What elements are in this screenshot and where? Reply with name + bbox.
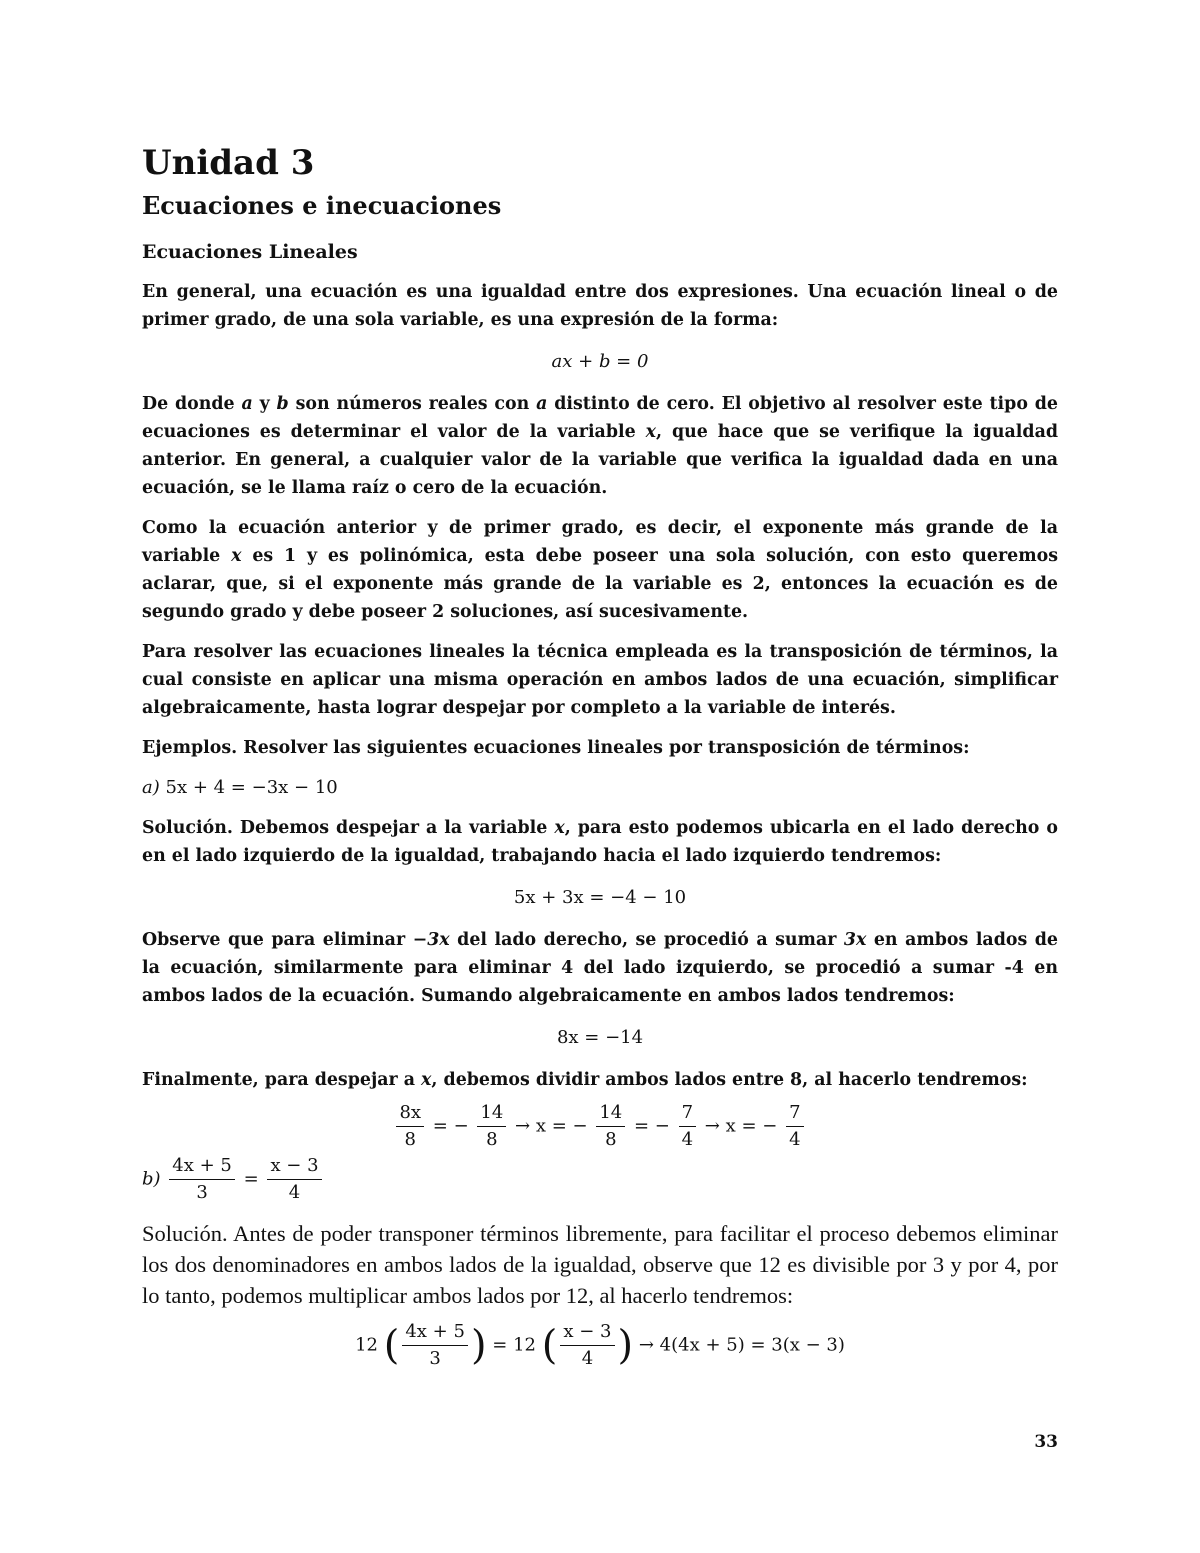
fraction: $\frac{7}{4}$ <box>786 1102 803 1151</box>
fraction: $\frac{7}{4}$ <box>679 1102 696 1151</box>
example-b-multiplied: 12 ( $\frac{4x + 5}{3}$ ) = 12 ( $\frac{x - 3}{4}$ ) → 4(4x + 5) = 3(x − 3) <box>355 1321 845 1369</box>
example-a-final: Finalmente, para despejar a x, debemos dividir ambos lados entre 8, al hacerlo tendremos: <box>142 1070 1028 1090</box>
example-a-observation: Observe que para eliminar −3x del lado derecho, se procedió a sumar 3x en ambos lados de la ecuación, similarmente para eliminar 4 del lado izquierdo, se procedió a sumar -4 en ambos lados de la ecuación. Sumando algebraicamente en ambos lados tendremos: <box>142 930 1058 1006</box>
example-b-equation: b) $\frac{4x + 5}{3}$ = $\frac{x - 3}{4}$ <box>142 1155 1058 1204</box>
intro-paragraph: En general, una ecuación es una igualdad entre dos expresiones. Una ecuación lineal o de primer grado, de una sola variable, es una expresión de la forma: <box>142 282 1058 330</box>
unit-heading: Unidad 3 <box>142 143 315 183</box>
example-a-step2: 8x = −14 <box>556 1027 644 1048</box>
chapter-title: Ecuaciones e inecuaciones <box>142 191 502 220</box>
definition-paragraph: De donde a y b son números reales con a distinto de cero. El objetivo al resolver este tipo de ecuaciones es determinar el valor de la variable x, que hace que se verifique la igualdad anterior. En general, a cualquier valor de la variable que verifica la igualdad dada en una ecuación, se le llama raíz o cero de la ecuación. <box>142 394 1058 498</box>
section-title: Ecuaciones Lineales <box>142 241 358 263</box>
fraction: $\frac{4x + 5}{3}$ <box>402 1321 468 1370</box>
fraction: $\frac{4x + 5}{3}$ <box>169 1155 235 1204</box>
example-a-fraction-chain: $\frac{8x}{8}$ = − $\frac{14}{8}$ → x = − $\frac{14}{8}$ = − $\frac{7}{4}$ → x = − $\frac{7}{4}$ <box>142 1102 1058 1151</box>
fraction: $\frac{x - 3}{4}$ <box>560 1321 614 1370</box>
example-b-solution: Solución. Antes de poder transponer términos libremente, para facilitar el proceso debemos eliminar los dos denominadores en ambos lados de la igualdad, observe que 12 es divisible por 3 y por 4, por lo tanto, podemos multiplicar ambos lados por 12, al hacerlo tendremos: <box>142 1221 1058 1308</box>
example-a-equation: a) 5x + 4 = −3x − 10 <box>142 777 338 798</box>
example-a-step1: 5x + 3x = −4 − 10 <box>513 887 687 908</box>
fraction: $\frac{8x}{8}$ <box>396 1102 424 1151</box>
fraction: $\frac{14}{8}$ <box>477 1102 506 1151</box>
document-page <box>142 140 1058 1370</box>
general-equation: ax + b = 0 <box>551 351 649 372</box>
examples-intro: Ejemplos. Resolver las siguientes ecuaciones lineales por transposición de términos: <box>142 738 970 758</box>
fraction: $\frac{x - 3}{4}$ <box>267 1155 321 1204</box>
page-number: 33 <box>1034 1432 1058 1452</box>
example-a-solution: Solución. Debemos despejar a la variable x, para esto podemos ubicarla en el lado derecho o en el lado izquierdo de la igualdad, trabajando hacia el lado izquierdo tendremos: <box>142 818 1058 866</box>
technique-paragraph: Para resolver las ecuaciones lineales la técnica empleada es la transposición de términos, la cual consiste en aplicar una misma operación en ambos lados de una ecuación, simplificar algebraicamente, hasta lograr despejar por completo a la variable de interés. <box>142 642 1058 718</box>
fraction: $\frac{14}{8}$ <box>596 1102 625 1151</box>
degree-paragraph: Como la ecuación anterior y de primer grado, es decir, el exponente más grande de la variable x es 1 y es polinómica, esta debe poseer una sola solución, con esto queremos aclarar, que, si el exponente más grande de la variable es 2, entonces la ecuación es de segundo grado y debe poseer 2 soluciones, así sucesivamente. <box>142 518 1059 622</box>
